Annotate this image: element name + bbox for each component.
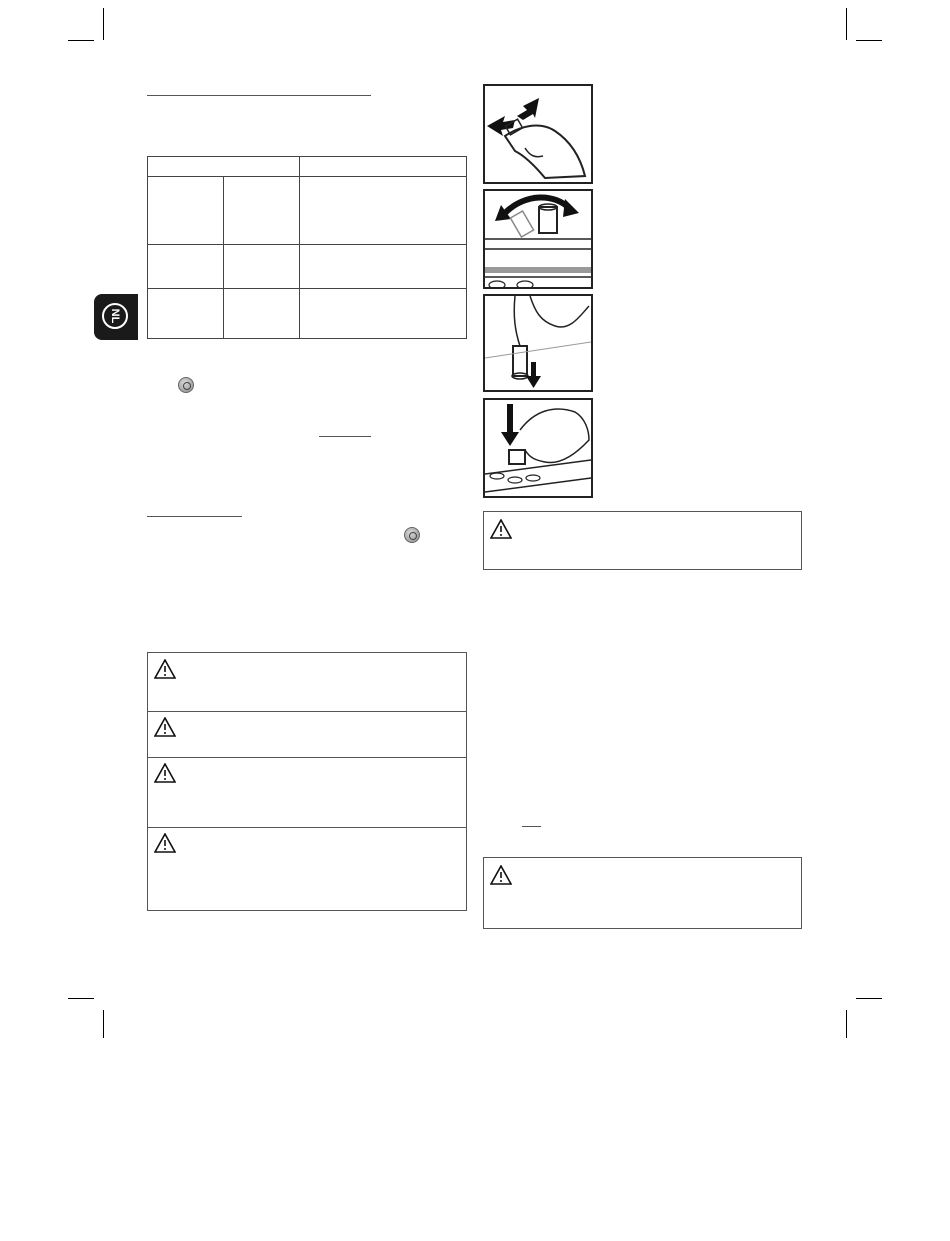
- crop-mark: [846, 1010, 847, 1038]
- crop-mark: [103, 8, 104, 40]
- spec-table: [147, 156, 467, 339]
- language-tab: [94, 294, 138, 340]
- warning-box-stack: [147, 652, 467, 911]
- crop-mark: [856, 40, 882, 41]
- press-button-icon: [485, 400, 591, 496]
- crop-mark: [846, 8, 847, 40]
- warning-box: [483, 857, 802, 929]
- warning-triangle-icon: [154, 833, 176, 853]
- crop-mark: [856, 998, 882, 999]
- illustration-squeeze: [483, 84, 593, 184]
- warning-triangle-icon: [490, 519, 512, 539]
- hand-squeeze-icon: [485, 86, 591, 182]
- section-rule: [147, 516, 242, 517]
- push-down-arrow-icon: [485, 296, 591, 390]
- round-filter-icon: [178, 377, 194, 393]
- underline-rule: [319, 436, 371, 437]
- underline-rule: [522, 826, 541, 827]
- crop-mark: [68, 40, 94, 41]
- illustration-press: [483, 398, 593, 498]
- crop-mark: [68, 998, 94, 999]
- section-rule: [147, 95, 371, 96]
- warning-triangle-icon: [154, 763, 176, 783]
- rotate-arrow-icon: [485, 191, 591, 287]
- warning-triangle-icon: [154, 659, 176, 679]
- crop-mark: [103, 1010, 104, 1038]
- illustration-push-down: [483, 294, 593, 392]
- round-filter-icon: [404, 527, 420, 543]
- warning-triangle-icon: [154, 717, 176, 737]
- illustration-rotate: [483, 189, 593, 289]
- warning-box: [483, 511, 802, 570]
- language-badge: NL: [102, 303, 128, 329]
- warning-triangle-icon: [490, 865, 512, 885]
